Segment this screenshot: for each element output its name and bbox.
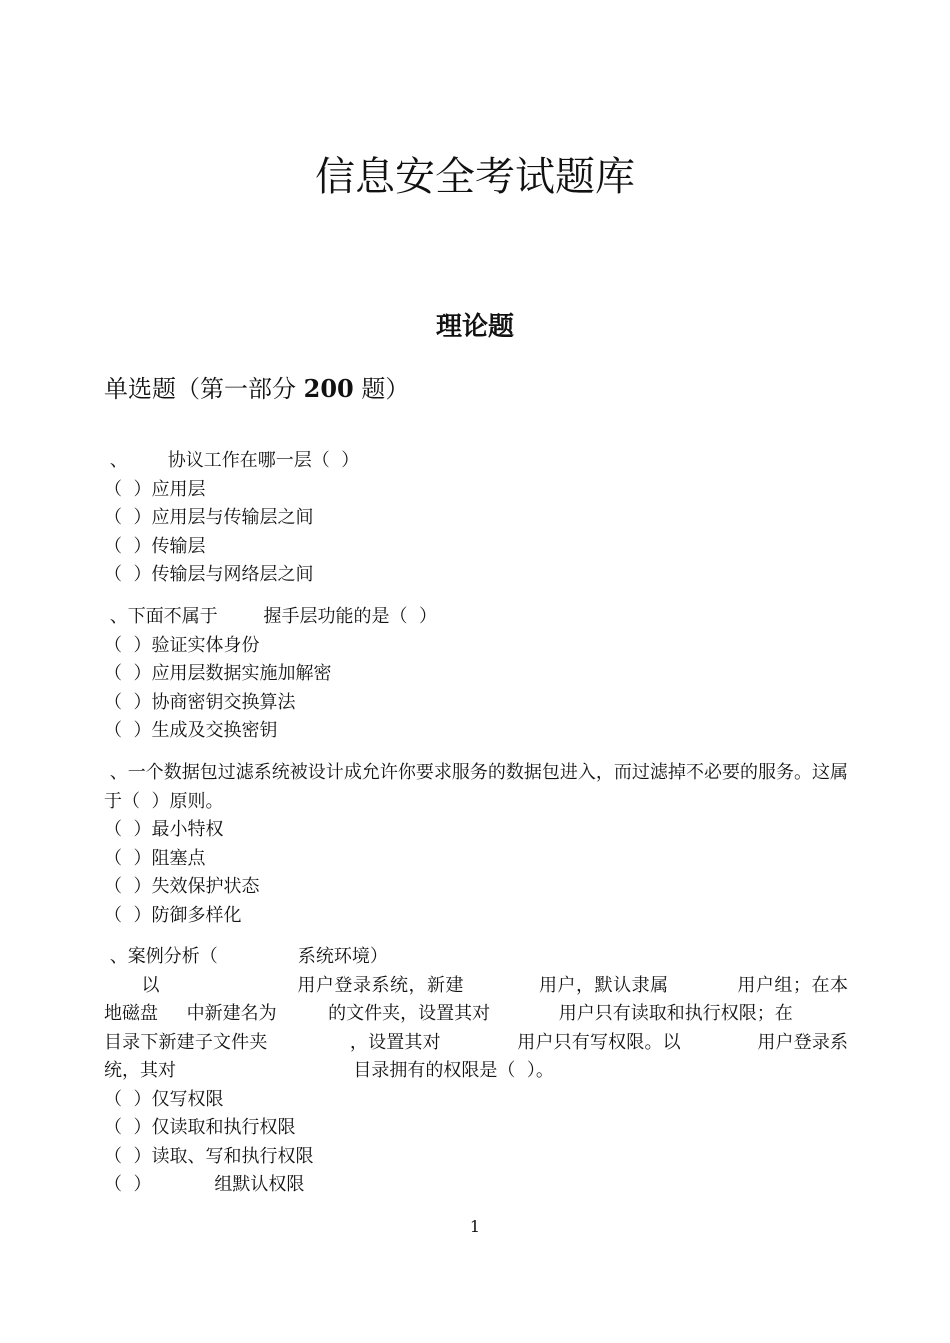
option-b: （ ）应用层与传输层之间 (104, 507, 314, 528)
question-stem: 、一个数据包过滤系统被设计成允许你要求服务的数据包进入，而过滤掉不必要的服务。这属于（ ）原则。 (104, 762, 848, 812)
option-c: （ ）读取、写和执行权限 (104, 1145, 314, 1167)
question-4 (104, 943, 848, 1200)
option-c: （ ）协商密钥交换算法 (104, 691, 296, 713)
option-a: （ ）仅写权限 (104, 1088, 224, 1110)
option-d: （ ）生成及交换密钥 (104, 720, 278, 741)
case-text-line: 目录下新建子文件夹 ，设置其对 用户只有写权限。以 用户登录系 (104, 1031, 848, 1053)
option-d: （ ）传输层与网络层之间 (104, 564, 314, 585)
option-d: （ ）防御多样化 (104, 904, 242, 926)
page-number: 1 (469, 1217, 481, 1236)
document-title: 信息安全考试题库 (315, 153, 635, 200)
option-b: （ ）仅读取和执行权限 (104, 1117, 296, 1138)
option-a: （ ）最小特权 (104, 819, 224, 840)
question-1 (104, 447, 848, 590)
option-b: （ ）应用层数据实施加解密 (104, 663, 332, 684)
question-3 (104, 759, 848, 930)
question-stem: 、 协议工作在哪一层（ ） (104, 450, 360, 471)
case-text-line: 地磁盘 中新建名为 的文件夹，设置其对 用户只有读取和执行权限；在 (104, 1003, 850, 1024)
question-stem: 、案例分析（ 系统环境） (104, 946, 388, 967)
question-section-heading (104, 371, 409, 407)
option-c: （ ）传输层 (104, 535, 206, 557)
option-a: （ ）验证实体身份 (104, 634, 260, 656)
option-b: （ ）阻塞点 (104, 847, 206, 869)
option-d: （ ） 组默认权限 (104, 1174, 305, 1195)
section-title: 理论题 (435, 311, 514, 342)
section-heading-suffix: 题） (361, 375, 410, 403)
case-text-line: 以 用户登录系统，新建 用户，默认隶属 用户组；在本 (104, 974, 848, 996)
question-2 (104, 603, 848, 746)
option-c: （ ）失效保护状态 (104, 876, 260, 897)
section-question-count: 200 (303, 374, 354, 403)
option-a: （ ）应用层 (104, 478, 206, 500)
question-stem: 、下面不属于 握手层功能的是（ ） (104, 606, 437, 627)
section-heading-text: 单选题（第一部分 (104, 375, 296, 403)
case-text-line: 统，其对 目录拥有的权限是（ ）。 (104, 1060, 554, 1081)
